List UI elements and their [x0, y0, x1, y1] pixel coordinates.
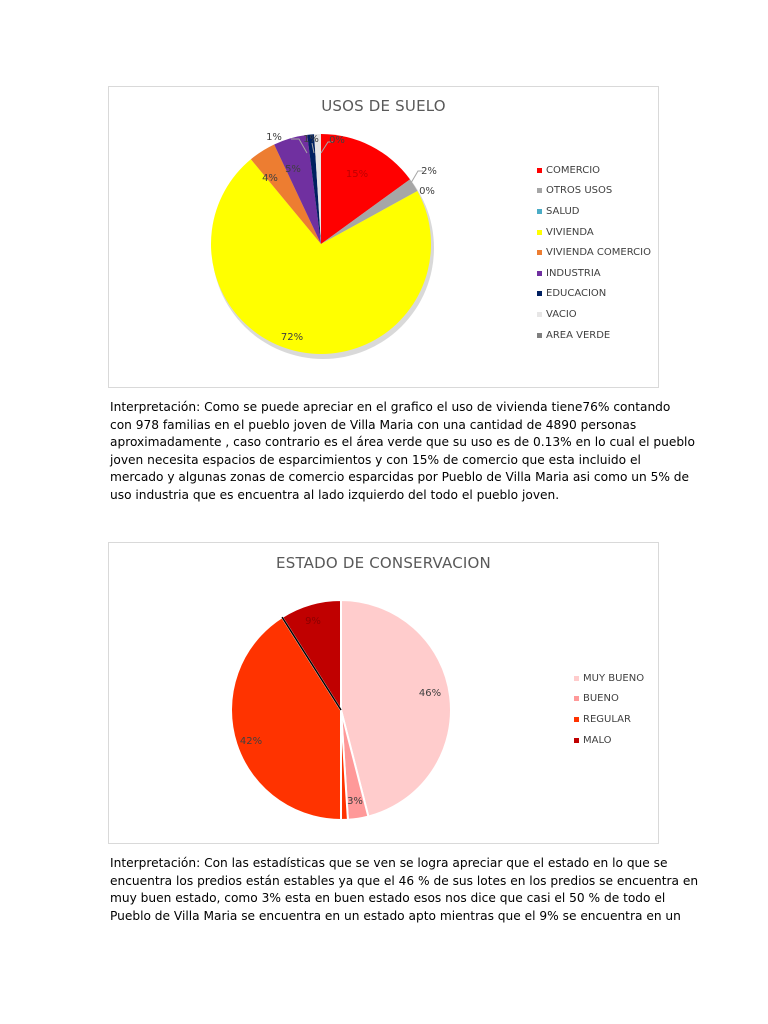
data-label-muy-bueno: 46%	[418, 688, 442, 699]
legend-label: REGULAR	[583, 713, 631, 725]
data-label-malo: 9%	[305, 616, 321, 627]
legend-label: COMERCIO	[546, 164, 601, 176]
legend-swatch	[574, 676, 579, 681]
data-label-salud: 0%	[419, 186, 435, 197]
legend-item-comercio	[537, 160, 651, 181]
data-label-area-verde: 0%	[329, 135, 345, 146]
legend-label: MALO	[583, 734, 612, 746]
paragraph-line: Interpretación: Como se puede apreciar en el grafico el uso de vivienda tiene76% contando	[110, 400, 671, 414]
data-label-vivienda: 72%	[280, 332, 304, 343]
data-label-comercio: 15%	[345, 169, 369, 180]
paragraph-line: con 978 familias en el pueblo joven de Villa Maria con una cantidad de 4890 personas	[110, 417, 637, 432]
legend-label: OTROS USOS	[546, 185, 613, 197]
chart-usos-de-suelo	[108, 86, 659, 388]
chart-title: ESTADO DE CONSERVACION	[276, 554, 491, 572]
data-label-regular: 42%	[239, 736, 263, 747]
legend-item-regular	[574, 709, 644, 730]
paragraph-line: muy buen estado, como 3% esta en buen estado esos nos dice que casi el 50 % de todo el	[110, 891, 666, 905]
legend-swatch	[537, 271, 542, 276]
data-label-bueno: 3%	[347, 796, 363, 807]
legend-label: AREA VERDE	[546, 329, 611, 341]
legend-swatch	[537, 333, 542, 338]
legend-swatch	[537, 209, 542, 214]
paragraph-line: Interpretación: Con las estadísticas que se ven se logra apreciar que el estado en lo que se	[110, 856, 668, 870]
paragraph-line: aproximadamente , caso contrario es el área verde que su uso es de 0.13% en lo cual el pueblo	[110, 435, 695, 449]
legend-swatch	[537, 312, 542, 317]
legend-label: VIVIENDA COMERCIO	[546, 247, 651, 259]
legend-item-vivienda	[537, 222, 651, 243]
paragraph-line: encuentra los predios están estables ya que el 46 % de sus lotes en los predios se encuentra en	[110, 873, 699, 888]
legend-item-bueno	[574, 689, 644, 710]
legend-item-malo	[574, 730, 644, 751]
interpretation-paragraph-2	[110, 855, 699, 925]
legend-item-educacion	[537, 284, 651, 305]
legend-swatch	[574, 738, 579, 743]
legend-label: BUENO	[583, 693, 619, 705]
legend-label: INDUSTRIA	[546, 267, 601, 279]
legend-item-area-verde	[537, 325, 651, 346]
legend-item-muy-bueno	[574, 668, 644, 689]
chart-title: USOS DE SUELO	[321, 97, 446, 115]
legend-item-salud	[537, 201, 651, 222]
data-label-vacio: 1%	[303, 134, 319, 145]
legend-swatch	[537, 250, 542, 255]
legend-label: VACIO	[546, 308, 577, 320]
chart-legend	[537, 160, 651, 345]
legend-label: MUY BUENO	[583, 672, 645, 684]
data-label-vivienda-comercio: 4%	[262, 173, 278, 184]
paragraph-line: mercado y algunas zonas de comercio esparcidas por Pueblo de Villa Maria asi como un 5% de	[110, 470, 690, 484]
legend-label: EDUCACION	[546, 288, 607, 300]
interpretation-paragraph-1	[110, 399, 695, 504]
legend-label: VIVIENDA	[546, 226, 594, 238]
legend-item-vivienda-comercio	[537, 242, 651, 263]
data-label-educacion: 1%	[266, 132, 282, 143]
legend-item-industria	[537, 263, 651, 284]
data-label-industria: 5%	[285, 164, 301, 175]
legend-item-vacio	[537, 304, 651, 325]
data-label-otros-usos: 2%	[421, 166, 437, 177]
legend-swatch	[537, 188, 542, 193]
paragraph-line: Pueblo de Villa Maria se encuentra en un estado apto mientras que el 9% se encuentra en un	[110, 908, 681, 923]
legend-swatch	[537, 168, 542, 173]
paragraph-line: joven necesita espacios de esparcimientos y con 15% de comercio que esta incluido el	[110, 452, 641, 467]
legend-label: SALUD	[546, 205, 580, 217]
chart-legend	[574, 668, 644, 750]
legend-swatch	[574, 717, 579, 722]
legend-swatch	[574, 696, 579, 701]
legend-item-otros-usos	[537, 181, 651, 202]
legend-swatch	[537, 291, 542, 296]
legend-swatch	[537, 230, 542, 235]
paragraph-line: uso industria que es encuentra al lado izquierdo del todo el pueblo joven.	[110, 487, 560, 502]
chart-estado-de-conservacion	[108, 542, 659, 844]
